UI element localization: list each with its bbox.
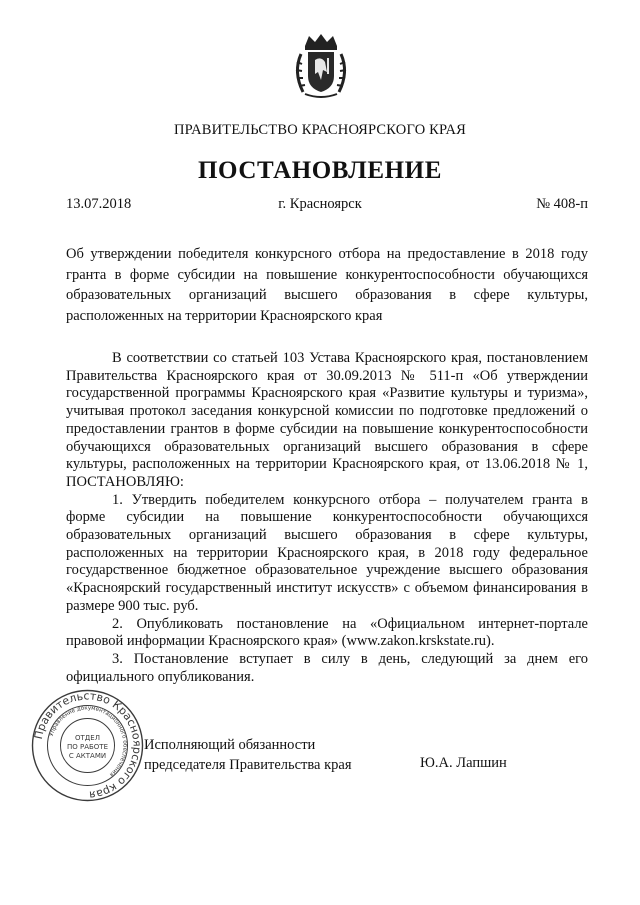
item-2-paragraph: 2. Опубликовать постановление на «Официальном интернет-портале правовой информации Красноярского края» (www.zakon.krskstate.ru). <box>66 615 588 650</box>
government-name: ПРАВИТЕЛЬСТВО КРАСНОЯРСКОГО КРАЯ <box>173 122 467 138</box>
signature-role-line-1: Исполняющий обязанности <box>144 737 316 753</box>
coat-of-arms-icon <box>291 32 351 100</box>
document-number: № 408-п <box>536 196 588 212</box>
official-stamp-icon <box>30 688 145 803</box>
stamp-center-line-3: С АКТАМИ <box>68 752 107 760</box>
preamble-paragraph: В соответствии со статьей 103 Устава Красноярского края, постановлением Правительства Красноярского края от 30.09.2013 № 511-п «Об утверждении государственной программы Красноярского края «Развитие культуры и туризма», учитывая протокол заседания конкурсной комиссии по подготовке предложений о предоставлении грантов в форме субсидии на повышение конкурентоспособности обучающихся образовательных организаций высшего образования в сфере культуры, расположенных на территории Красноярского края, от 13.06.2018 № 1, ПОСТАНОВЛЯЮ: <box>66 350 588 490</box>
item-1-paragraph: 1. Утвердить победителем конкурсного отбора – получателем гранта в форме субсидии на повышение конкурентоспособности обучающихся образовательных организаций высшего образования в сфере культуры, расположенных на территории Красноярского края, в 2018 году федеральное государственное бюджетное образовательное учреждение высшего образования «Красноярский государственный институт искусств» с объемом финансирования в размере 900 тыс. руб. <box>66 491 588 614</box>
stamp-center-line-1: ОТДЕЛ <box>75 734 100 742</box>
signature-role <box>144 735 352 775</box>
document-city: г. Красноярск <box>278 196 362 212</box>
document-date: 13.07.2018 <box>66 196 132 212</box>
document-subject: Об утверждении победителя конкурсного отбора на предоставление в 2018 году гранта в форме субсидии на повышение конкурентоспособности обучающихся образовательных организаций высшего образования в сфере культуры, расположенных на территории Красноярского края <box>66 246 588 324</box>
signature-name: Ю.А. Лапшин <box>420 755 507 771</box>
item-3-paragraph: 3. Постановление вступает в силу в день, следующий за днем его официального опубликования. <box>66 650 588 685</box>
document-type-title: ПОСТАНОВЛЕНИЕ <box>197 157 443 184</box>
stamp-center-line-2: ПО РАБОТЕ <box>66 743 109 751</box>
stamp-outer-text: Правительство Красноярского края <box>31 689 144 802</box>
signature-role-line-2: председателя Правительства края <box>144 757 352 773</box>
stamp-inner-text: Управление документационного обеспечения <box>48 705 128 778</box>
document-body <box>66 350 588 686</box>
